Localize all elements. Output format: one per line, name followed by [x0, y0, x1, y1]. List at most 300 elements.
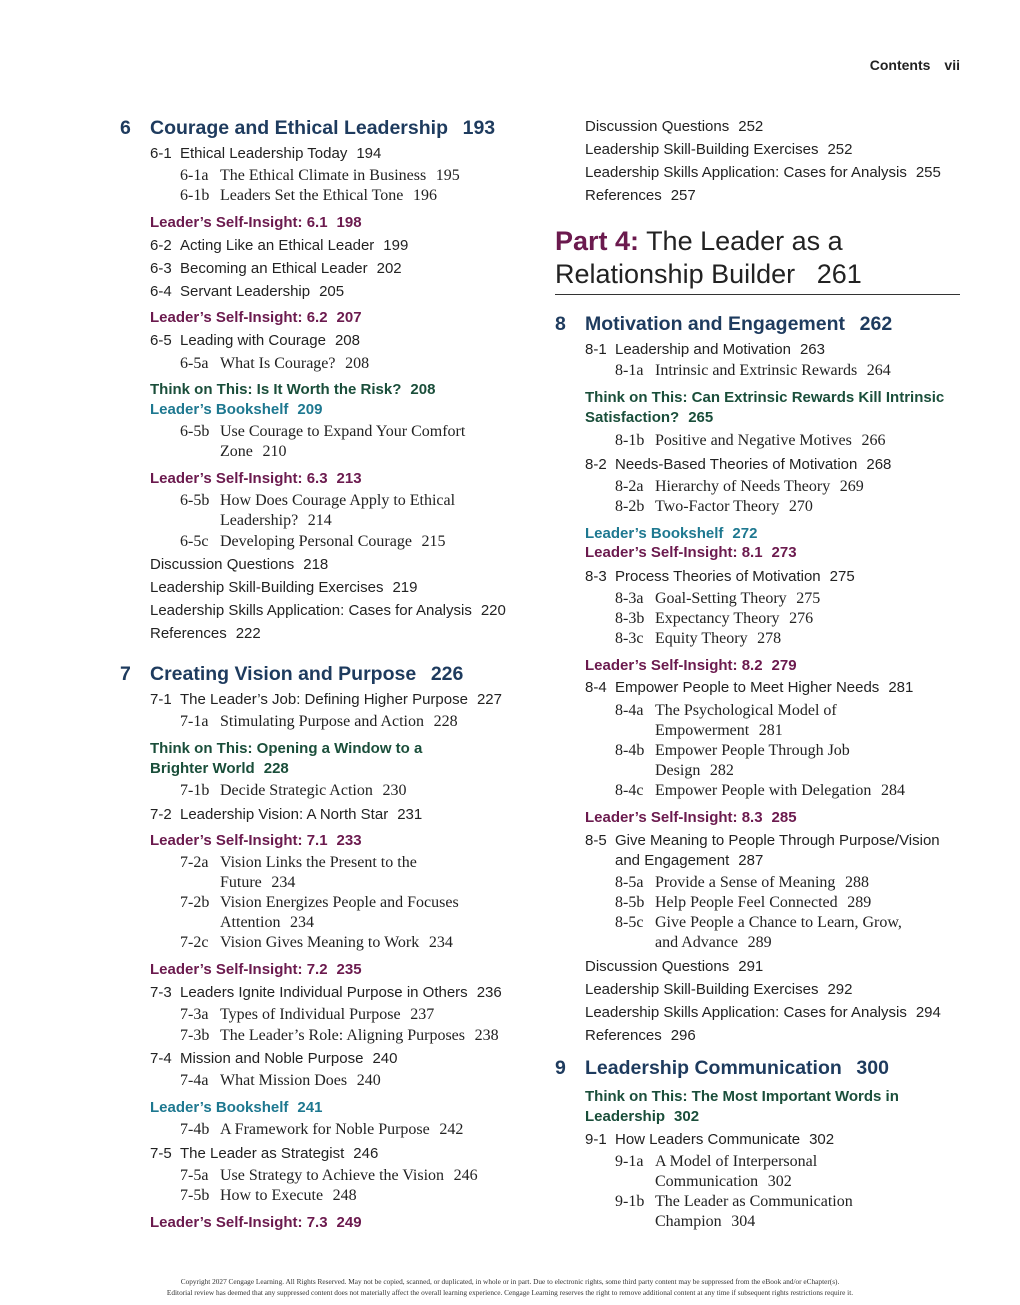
end-matter-page: 252 — [827, 141, 853, 158]
self-insight-page: 235 — [336, 961, 362, 978]
subsection-title: Types of Individual Purpose — [220, 1006, 401, 1023]
toc-entry — [555, 118, 763, 135]
toc-entry — [555, 934, 772, 952]
part-divider — [555, 294, 960, 295]
think-on-this-title: Think on This: The Most Important Words in — [585, 1088, 899, 1105]
end-matter-title: Leadership Skill-Building Exercises — [585, 981, 819, 998]
copyright-line2: Editorial review has deemed that any suppressed content does not materially affect the overall learning experience. Cengage Learning reserves the right to remove additional content at any time if subsequent rights restrictions require it. — [166, 1288, 854, 1297]
bookshelf-page: 209 — [297, 401, 323, 418]
toc-entry — [120, 914, 314, 932]
toc-entry — [555, 1173, 792, 1191]
toc-entry — [555, 544, 797, 561]
subsection-code: 8-4b — [615, 742, 645, 759]
end-matter-page: 255 — [915, 164, 941, 181]
subsection-code: 7-5b — [180, 1187, 210, 1204]
toc-entry — [120, 1167, 478, 1185]
toc-entry — [120, 187, 437, 205]
section-page: 246 — [353, 1145, 379, 1162]
toc-entry — [120, 381, 435, 398]
section-code: 8-1 — [585, 341, 607, 358]
subsection-title: Expectancy Theory — [655, 610, 780, 627]
toc-entry — [120, 760, 289, 777]
subsection-code: 7-4a — [180, 1072, 209, 1089]
subsection-title-cont: and Advance — [655, 934, 739, 951]
section-code: 7-4 — [150, 1050, 172, 1067]
subsection-title-cont: Leadership? — [220, 512, 299, 529]
subsection-title: Decide Strategic Action — [220, 782, 373, 799]
section-page: 240 — [372, 1050, 398, 1067]
subsection-page: 214 — [307, 512, 332, 529]
subsection-page: 238 — [474, 1027, 499, 1044]
subsection-page: 282 — [709, 762, 734, 779]
toc-entry — [555, 568, 855, 585]
toc-entry — [120, 894, 459, 912]
self-insight-page: 207 — [336, 309, 362, 326]
section-code: 6-4 — [150, 283, 172, 300]
toc-entry — [555, 389, 944, 406]
end-matter-title: Leadership Skills Application: Cases for Analysis — [150, 602, 472, 619]
self-insight-title: Leader’s Self-Insight: 6.2 — [150, 309, 328, 326]
chapter-title: Courage and Ethical Leadership — [150, 117, 448, 139]
section-page: 227 — [476, 691, 502, 708]
subsection-title: Empower People with Delegation — [655, 782, 872, 799]
self-insight-title: Leader’s Self-Insight: 8.1 — [585, 544, 763, 561]
subsection-title: A Framework for Noble Purpose — [220, 1121, 430, 1138]
toc-entry — [120, 1099, 322, 1116]
toc-entry — [120, 602, 506, 619]
subsection-page: 289 — [747, 934, 772, 951]
chapter-number: 6 — [120, 117, 131, 139]
think-on-this-page: 265 — [688, 409, 714, 426]
end-matter-page: 220 — [480, 602, 506, 619]
self-insight-title: Leader’s Self-Insight: 7.3 — [150, 1214, 328, 1231]
running-header-title: Contents — [869, 57, 931, 73]
subsection-page: 242 — [439, 1121, 464, 1138]
toc-entry — [555, 1027, 696, 1044]
subsection-title: Give People a Chance to Learn, Grow, — [655, 914, 902, 931]
chapter-page: 226 — [430, 663, 464, 685]
toc-entry — [120, 579, 417, 596]
chapter-number: 9 — [555, 1057, 566, 1079]
toc-entry — [120, 423, 465, 441]
toc-entry — [120, 854, 417, 872]
toc-entry — [120, 934, 453, 952]
toc-entry — [120, 355, 369, 373]
subsection-page: 281 — [758, 722, 783, 739]
end-matter-page: 294 — [915, 1004, 941, 1021]
think-on-this-title: Think on This: Opening a Window to a — [150, 740, 423, 757]
section-code: 7-2 — [150, 806, 172, 823]
toc-entry — [555, 1213, 755, 1231]
subsection-title-cont: Empowerment — [655, 722, 750, 739]
subsection-page: 289 — [847, 894, 872, 911]
subsection-title: Intrinsic and Extrinsic Rewards — [655, 362, 858, 379]
toc-entry — [555, 958, 763, 975]
toc-entry — [120, 283, 344, 300]
toc-entry — [555, 1153, 817, 1171]
chapter-title: Creating Vision and Purpose — [150, 663, 417, 685]
end-matter-page: 291 — [738, 958, 764, 975]
subsection-code: 8-5c — [615, 914, 644, 931]
end-matter-title: Discussion Questions — [585, 958, 730, 975]
toc-entry — [555, 630, 781, 648]
toc-entry — [555, 657, 797, 674]
subsection-code: 7-3a — [180, 1006, 209, 1023]
section-title: Empower People to Meet Higher Needs — [615, 679, 880, 696]
section-title: Leaders Ignite Individual Purpose in Others — [180, 984, 468, 1001]
toc-entry — [555, 141, 852, 158]
part-title-line2: Relationship Builder — [555, 259, 796, 289]
toc-entry — [555, 679, 913, 696]
toc-entry — [120, 492, 455, 510]
toc-entry — [555, 742, 850, 760]
end-matter-title: Leadership Skill-Building Exercises — [150, 579, 384, 596]
toc-entry — [120, 167, 460, 185]
subsection-title: Developing Personal Courage — [220, 533, 412, 550]
chapter-page: 262 — [859, 313, 893, 335]
chapter-heading — [120, 117, 495, 140]
section-code: 8-4 — [585, 679, 607, 696]
subsection-code: 7-2b — [180, 894, 210, 911]
subsection-code: 8-4a — [615, 702, 644, 719]
running-header — [870, 57, 960, 73]
subsection-title: Vision Links the Present to the — [220, 854, 417, 871]
toc-entry — [555, 341, 825, 358]
chapter-heading — [555, 313, 892, 336]
subsection-code: 6-1a — [180, 167, 209, 184]
toc-entry — [120, 961, 362, 978]
subsection-code: 8-2a — [615, 478, 644, 495]
subsection-title: The Leader’s Role: Aligning Purposes — [220, 1027, 465, 1044]
section-title: Becoming an Ethical Leader — [180, 260, 368, 277]
toc-entry — [555, 809, 797, 826]
subsection-code: 7-2c — [180, 934, 209, 951]
bookshelf-title: Leader’s Bookshelf — [585, 525, 724, 542]
self-insight-title: Leader’s Self-Insight: 6.3 — [150, 470, 328, 487]
section-page: 268 — [866, 456, 892, 473]
self-insight-page: 273 — [771, 544, 797, 561]
end-matter-page: 218 — [303, 556, 329, 573]
self-insight-page: 249 — [336, 1214, 362, 1231]
toc-entry — [555, 782, 905, 800]
toc-entry — [555, 894, 871, 912]
toc-entry — [120, 691, 502, 708]
section-page: 199 — [383, 237, 409, 254]
subsection-title: Leaders Set the Ethical Tone — [220, 187, 404, 204]
subsection-title: Two-Factor Theory — [655, 498, 780, 515]
section-code: 7-3 — [150, 984, 172, 1001]
subsection-title-cont: Design — [655, 762, 701, 779]
section-title: Needs-Based Theories of Motivation — [615, 456, 858, 473]
section-page: 263 — [799, 341, 825, 358]
subsection-page: 276 — [789, 610, 814, 627]
subsection-page: 237 — [410, 1006, 435, 1023]
toc-entry — [555, 762, 734, 780]
subsection-code: 8-1a — [615, 362, 644, 379]
think-on-this-title-cont: Brighter World — [150, 760, 255, 777]
subsection-code: 7-5a — [180, 1167, 209, 1184]
section-title-cont: and Engagement — [615, 852, 730, 869]
chapter-title: Leadership Communication — [585, 1057, 842, 1079]
toc-entry — [555, 362, 891, 380]
toc-entry — [555, 610, 813, 628]
chapter-title: Motivation and Engagement — [585, 313, 846, 335]
chapter-heading — [120, 663, 463, 686]
toc-entry — [120, 1006, 434, 1024]
subsection-title: Goal-Setting Theory — [655, 590, 787, 607]
toc-entry — [555, 722, 783, 740]
subsection-title: What Is Courage? — [220, 355, 336, 372]
subsection-page: 196 — [413, 187, 437, 204]
bookshelf-title: Leader’s Bookshelf — [150, 401, 289, 418]
toc-entry — [555, 852, 763, 869]
toc-entry — [120, 740, 422, 757]
section-title: Servant Leadership — [180, 283, 311, 300]
section-code: 7-1 — [150, 691, 172, 708]
toc-entry — [555, 478, 864, 496]
think-on-this-title: Think on This: Is It Worth the Risk? — [150, 381, 402, 398]
subsection-page: 230 — [382, 782, 407, 799]
end-matter-page: 219 — [392, 579, 418, 596]
page-number: vii — [944, 57, 960, 73]
subsection-page: 270 — [788, 498, 813, 515]
end-matter-title: References — [585, 1027, 662, 1044]
subsection-code: 7-4b — [180, 1121, 210, 1138]
self-insight-page: 233 — [336, 832, 362, 849]
toc-entry — [555, 874, 869, 892]
toc-entry — [120, 984, 502, 1001]
toc-entry — [120, 806, 422, 823]
subsection-page: 304 — [731, 1213, 756, 1230]
subsection-page: 302 — [767, 1173, 792, 1190]
toc-entry — [120, 145, 381, 162]
section-page: 205 — [319, 283, 345, 300]
toc-entry — [120, 1214, 362, 1231]
subsection-title: What Mission Does — [220, 1072, 348, 1089]
toc-entry — [555, 702, 837, 720]
subsection-code: 6-5c — [180, 533, 209, 550]
section-page: 281 — [888, 679, 914, 696]
subsection-title: The Psychological Model of — [655, 702, 837, 719]
toc-entry — [120, 1072, 381, 1090]
subsection-title: Empower People Through Job — [655, 742, 850, 759]
subsection-page: 234 — [271, 874, 296, 891]
subsection-code: 8-1b — [615, 432, 645, 449]
subsection-code: 7-3b — [180, 1027, 210, 1044]
chapter-number: 7 — [120, 663, 131, 685]
bookshelf-title: Leader’s Bookshelf — [150, 1099, 289, 1116]
subsection-title: Vision Energizes People and Focuses — [220, 894, 459, 911]
subsection-title-cont: Champion — [655, 1213, 722, 1230]
section-title: Acting Like an Ethical Leader — [180, 237, 375, 254]
toc-entry — [120, 556, 328, 573]
subsection-code: 8-3b — [615, 610, 645, 627]
think-on-this-title-cont: Leadership — [585, 1108, 666, 1125]
toc-entry — [555, 498, 813, 516]
end-matter-page: 296 — [670, 1027, 696, 1044]
subsection-page: 264 — [866, 362, 891, 379]
end-matter-page: 257 — [670, 187, 696, 204]
section-code: 7-5 — [150, 1145, 172, 1162]
end-matter-title: References — [150, 625, 227, 642]
self-insight-title: Leader’s Self-Insight: 7.2 — [150, 961, 328, 978]
toc-entry — [120, 214, 362, 231]
subsection-code: 6-1b — [180, 187, 210, 204]
subsection-code: 6-5b — [180, 492, 210, 509]
end-matter-title: Leadership Skill-Building Exercises — [585, 141, 819, 158]
toc-entry — [120, 1145, 378, 1162]
self-insight-title: Leader’s Self-Insight: 7.1 — [150, 832, 328, 849]
subsection-page: 234 — [290, 914, 315, 931]
toc-entry — [555, 590, 820, 608]
toc-entry — [120, 237, 408, 254]
subsection-title-cont: Attention — [220, 914, 281, 931]
toc-entry — [555, 1004, 941, 1021]
part-page: 261 — [816, 259, 862, 289]
toc-entry — [555, 432, 885, 450]
end-matter-title: References — [585, 187, 662, 204]
part-heading-line2 — [555, 259, 862, 290]
section-page: 287 — [738, 852, 764, 869]
self-insight-title: Leader’s Self-Insight: 8.3 — [585, 809, 763, 826]
self-insight-page: 285 — [771, 809, 797, 826]
section-page: 302 — [809, 1131, 835, 1148]
section-page: 236 — [476, 984, 502, 1001]
chapter-heading — [555, 1057, 889, 1080]
section-code: 9-1 — [585, 1131, 607, 1148]
toc-entry — [120, 1121, 463, 1139]
self-insight-page: 279 — [771, 657, 797, 674]
copyright-line1: Copyright 2027 Cengage Learning. All Rights Reserved. May not be copied, scanned, or duplicated, in whole or in part. Due to electronic rights, some third party content may be suppressed from the eBook and/or eChapter(s). — [180, 1277, 840, 1286]
subsection-title: How to Execute — [220, 1187, 324, 1204]
subsection-code: 8-5b — [615, 894, 645, 911]
subsection-page: 228 — [433, 713, 458, 730]
part-heading — [555, 226, 843, 257]
subsection-code: 7-2a — [180, 854, 209, 871]
subsection-code: 8-4c — [615, 782, 644, 799]
self-insight-title: Leader’s Self-Insight: 8.2 — [585, 657, 763, 674]
subsection-page: 195 — [435, 167, 460, 184]
subsection-title-cont: Future — [220, 874, 262, 891]
chapter-page: 193 — [462, 117, 496, 139]
end-matter-title: Discussion Questions — [585, 118, 730, 135]
section-code: 6-5 — [150, 332, 172, 349]
chapter-number: 8 — [555, 313, 566, 335]
end-matter-page: 222 — [235, 625, 261, 642]
section-page: 275 — [829, 568, 855, 585]
toc-entry — [120, 260, 402, 277]
subsection-title-cont: Zone — [220, 443, 253, 460]
subsection-code: 8-5a — [615, 874, 644, 891]
subsection-page: 284 — [880, 782, 905, 799]
subsection-page: 248 — [332, 1187, 357, 1204]
subsection-title: Equity Theory — [655, 630, 748, 647]
bookshelf-page: 241 — [297, 1099, 323, 1116]
think-on-this-title-cont: Satisfaction? — [585, 409, 680, 426]
section-title: The Leader’s Job: Defining Higher Purpose — [180, 691, 468, 708]
section-code: 6-1 — [150, 145, 172, 162]
section-title: The Leader as Strategist — [180, 1145, 345, 1162]
toc-entry — [555, 1131, 834, 1148]
toc-entry — [555, 187, 696, 204]
subsection-code: 6-5b — [180, 423, 210, 440]
section-code: 6-3 — [150, 260, 172, 277]
self-insight-title: Leader’s Self-Insight: 6.1 — [150, 214, 328, 231]
end-matter-title: Discussion Questions — [150, 556, 295, 573]
toc-entry — [555, 164, 941, 181]
think-on-this-page: 228 — [263, 760, 289, 777]
toc-entry — [120, 1050, 397, 1067]
subsection-title: Positive and Negative Motives — [655, 432, 852, 449]
end-matter-title: Leadership Skills Application: Cases for Analysis — [585, 1004, 907, 1021]
end-matter-title: Leadership Skills Application: Cases for Analysis — [585, 164, 907, 181]
toc-entry — [120, 1027, 499, 1045]
section-code: 8-5 — [585, 832, 607, 849]
subsection-title: A Model of Interpersonal — [655, 1153, 818, 1170]
end-matter-page: 252 — [738, 118, 764, 135]
copyright-notice — [0, 1276, 1020, 1298]
toc-entry — [120, 533, 446, 551]
subsection-title-cont: Communication — [655, 1173, 759, 1190]
subsection-page: 240 — [356, 1072, 381, 1089]
subsection-page: 210 — [262, 443, 287, 460]
toc-entry — [555, 525, 757, 542]
toc-entry — [555, 1193, 853, 1211]
subsection-page: 278 — [757, 630, 782, 647]
toc-entry — [555, 981, 852, 998]
subsection-code: 8-3a — [615, 590, 644, 607]
self-insight-page: 198 — [336, 214, 362, 231]
section-page: 208 — [334, 332, 360, 349]
subsection-title: Help People Feel Connected — [655, 894, 838, 911]
section-title: Leading with Courage — [180, 332, 326, 349]
toc-entry — [120, 713, 458, 731]
think-on-this-page: 302 — [674, 1108, 700, 1125]
subsection-title: Provide a Sense of Meaning — [655, 874, 836, 891]
section-title: Process Theories of Motivation — [615, 568, 821, 585]
section-title: Give Meaning to People Through Purpose/Vision — [615, 832, 940, 849]
self-insight-page: 213 — [336, 470, 362, 487]
subsection-page: 266 — [861, 432, 886, 449]
subsection-title: Hierarchy of Needs Theory — [655, 478, 831, 495]
section-title: Ethical Leadership Today — [180, 145, 348, 162]
section-page: 231 — [397, 806, 423, 823]
toc-entry — [555, 456, 891, 473]
subsection-code: 7-1a — [180, 713, 209, 730]
part-title-line1: The Leader as a — [646, 226, 843, 256]
toc-entry — [555, 832, 940, 849]
toc-entry — [120, 332, 360, 349]
toc-entry — [120, 874, 295, 892]
subsection-code: 8-2b — [615, 498, 645, 515]
subsection-code: 9-1b — [615, 1193, 645, 1210]
toc-entry — [120, 309, 362, 326]
section-title: Mission and Noble Purpose — [180, 1050, 364, 1067]
part-label: Part 4: — [555, 226, 640, 256]
section-code: 8-3 — [585, 568, 607, 585]
subsection-title: The Ethical Climate in Business — [220, 167, 427, 184]
subsection-title: Use Strategy to Achieve the Vision — [220, 1167, 445, 1184]
subsection-page: 246 — [453, 1167, 478, 1184]
toc-entry — [555, 409, 713, 426]
subsection-page: 208 — [345, 355, 370, 372]
subsection-title: Stimulating Purpose and Action — [220, 713, 424, 730]
section-code: 8-2 — [585, 456, 607, 473]
section-title: Leadership and Motivation — [615, 341, 791, 358]
subsection-code: 9-1a — [615, 1153, 644, 1170]
subsection-title: How Does Courage Apply to Ethical — [220, 492, 456, 509]
toc-entry — [555, 914, 902, 932]
